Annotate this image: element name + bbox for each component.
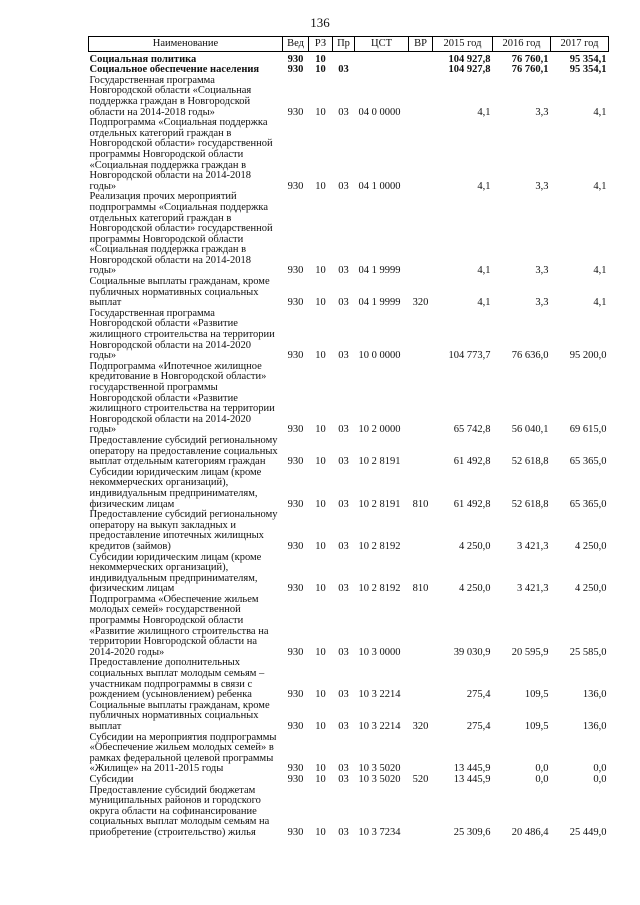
row-rz: 10: [315, 350, 326, 362]
row-2016: 76 636,0: [511, 350, 549, 362]
row-cst: 10 3 5020: [358, 763, 401, 775]
row-2016: 3,3: [535, 180, 549, 192]
row-pr: 03: [338, 106, 349, 118]
row-vr: 810: [412, 583, 429, 595]
table-body: [89, 51, 609, 838]
row-2017: 136,0: [582, 689, 607, 701]
row-name: Государственная программа Новгородской области «Социальная поддержка граждан в Новгородской области на 2014-2018 годы»: [89, 74, 252, 118]
row-rz: 10: [315, 297, 326, 309]
row-2016: 56 040,1: [511, 424, 549, 436]
row-name: Подпрограмма «Социальная поддержка отдельных категорий граждан в Новгородской области» государственной программы Новгородской области «Социальная поддержка граждан в Новгородской области на 2014-2018 годы»: [89, 117, 273, 192]
row-2016: 76 760,1: [511, 64, 549, 76]
row-2016: 52 618,8: [511, 456, 549, 468]
row-rz: 10: [315, 106, 326, 118]
row-2017: 0,0: [593, 763, 607, 775]
row-pr: 03: [338, 763, 349, 775]
row-cst: 10 2 8192: [358, 583, 401, 595]
page-number: 136: [310, 15, 330, 30]
row-pr: 03: [338, 64, 349, 76]
row-2017: 25 449,0: [569, 826, 607, 838]
row-name: Социальное обеспечение населения: [89, 64, 260, 76]
row-ved: 930: [287, 180, 304, 192]
row-ved: 930: [287, 64, 304, 76]
row-cst: 10 3 2214: [358, 689, 401, 701]
row-name: Подпрограмма «Обеспечение жильем молодых семей» государственной программы Новгородской области «Развитие жилищного строительства на территории Новгородской области на 2014-2020 годы»: [89, 593, 269, 658]
row-pr: 03: [338, 297, 349, 309]
row-pr: 03: [338, 498, 349, 510]
row-2017: 95 354,1: [569, 53, 607, 65]
row-pr: 03: [338, 456, 349, 468]
row-2017: 4 250,0: [575, 540, 607, 552]
header-name: Наименование: [89, 37, 283, 52]
row-2017: 136,0: [582, 721, 607, 732]
row-2015: 25 309,6: [453, 826, 491, 838]
row-rz: 10: [315, 265, 326, 277]
table-row: [89, 192, 609, 277]
row-cst: [355, 51, 409, 65]
row-vr: [409, 595, 433, 659]
row-ved: 930: [287, 721, 304, 732]
table-row: [89, 468, 609, 510]
row-2016: 20 595,9: [511, 646, 549, 658]
row-pr: 03: [338, 350, 349, 362]
row-name: Субсидии: [89, 773, 134, 785]
row-rz: 10: [315, 826, 326, 838]
row-name: Субсидии на мероприятия подпрограммы «Обеспечение жильем молодых семей» в рамках федеральной целевой программы «Жилище» на 2011-2015 годы: [89, 731, 277, 775]
row-cst: [355, 65, 409, 76]
table-row: [89, 76, 609, 118]
table-row: [89, 733, 609, 775]
header-rz: РЗ: [309, 37, 333, 52]
row-2017: 95 354,1: [569, 64, 607, 76]
row-pr: [333, 51, 355, 65]
row-vr: [409, 51, 433, 65]
row-ved: 930: [287, 350, 304, 362]
table-row: [89, 51, 609, 65]
table-row: [89, 658, 609, 700]
table-row: [89, 277, 609, 309]
header-vr: ВР: [409, 37, 433, 52]
row-2015: 104 927,8: [448, 64, 491, 76]
table-row: [89, 775, 609, 786]
row-ved: 930: [287, 826, 304, 838]
row-vr: 320: [412, 721, 429, 732]
row-2016: 3,3: [535, 265, 549, 277]
row-ved: 930: [287, 540, 304, 552]
row-rz: 10: [315, 540, 326, 552]
row-vr: [409, 309, 433, 362]
table-row: [89, 309, 609, 362]
row-rz: 10: [315, 721, 326, 732]
row-pr: 03: [338, 424, 349, 436]
row-2017: 69 615,0: [569, 424, 607, 436]
row-rz: 10: [315, 64, 326, 76]
row-rz: 10: [315, 498, 326, 510]
header-2017: 2017 год: [551, 37, 609, 52]
row-vr: [409, 118, 433, 192]
row-cst: 10 2 8191: [358, 498, 401, 510]
row-pr: 03: [338, 689, 349, 701]
row-2017: 65 365,0: [569, 498, 607, 510]
row-2017: 0,0: [593, 773, 607, 785]
row-vr: [409, 436, 433, 468]
row-pr: 03: [338, 180, 349, 192]
row-rz: 10: [315, 689, 326, 701]
row-name: Реализация прочих мероприятий подпрограммы «Социальная поддержка отдельных категорий граждан в Новгородской области» государственной программы Новгородской области «Социальная поддержка граждан в Новгородской области на 2014-2018 годы»: [89, 191, 273, 277]
table-row: [89, 436, 609, 468]
row-ved: 930: [287, 498, 304, 510]
row-pr: 03: [338, 646, 349, 658]
row-cst: 04 1 0000: [358, 180, 401, 192]
row-rz: 10: [315, 583, 326, 595]
row-2016: 3,3: [535, 106, 549, 118]
row-2016: 20 486,4: [511, 826, 549, 838]
row-2017: 4,1: [593, 297, 607, 309]
header-ved: Вед: [283, 37, 309, 52]
table-row: [89, 118, 609, 192]
row-vr: [409, 65, 433, 76]
row-2015: 4,1: [477, 180, 491, 192]
row-pr: 03: [338, 826, 349, 838]
row-ved: 930: [287, 689, 304, 701]
table-row: [89, 553, 609, 595]
row-vr: [409, 76, 433, 118]
row-2016: 0,0: [535, 763, 549, 775]
row-cst: 10 2 8191: [358, 456, 401, 468]
header-cst: ЦСТ: [355, 37, 409, 52]
row-cst: 10 3 5020: [358, 773, 401, 785]
budget-table: [88, 36, 609, 839]
row-ved: 930: [287, 456, 304, 468]
row-2017: 95 200,0: [569, 350, 607, 362]
table-row: [89, 701, 609, 733]
row-2016: 3,3: [535, 297, 549, 309]
row-cst: 10 3 7234: [358, 826, 401, 838]
row-ved: 930: [287, 646, 304, 658]
row-name: Подпрограмма «Ипотечное жилищное кредитование в Новгородской области» государственной программы Новгородской области «Развитие жилищного строительства на территории Новгородской области на 2014-2020 годы»: [89, 360, 275, 436]
row-vr: 520: [412, 773, 429, 785]
row-ved: 930: [287, 297, 304, 309]
row-2015: 13 445,9: [453, 773, 491, 785]
row-ved: 930: [287, 583, 304, 595]
row-vr: [409, 510, 433, 552]
row-2015: 4,1: [477, 265, 491, 277]
row-pr: 03: [338, 540, 349, 552]
row-2017: 4 250,0: [575, 583, 607, 595]
row-vr: [409, 733, 433, 775]
row-ved: 930: [287, 424, 304, 436]
row-cst: 04 0 0000: [358, 106, 401, 118]
row-2015: 13 445,9: [453, 763, 491, 775]
row-pr: 03: [338, 265, 349, 277]
row-cst: 10 2 0000: [358, 424, 401, 436]
row-2015: 4 250,0: [459, 583, 491, 595]
row-2017: 65 365,0: [569, 456, 607, 468]
row-2016: 0,0: [535, 773, 549, 785]
row-2015: 4,1: [477, 106, 491, 118]
row-cst: 10 3 0000: [358, 646, 401, 658]
row-2015: 4 250,0: [459, 540, 491, 552]
row-rz: 10: [315, 53, 326, 65]
row-name: Предоставление дополнительных социальных выплат молодым семьям – участникам подпрограммы в связи с рождением (усыновлением) ребенка: [89, 657, 265, 701]
row-rz: 10: [315, 773, 326, 785]
table-row: [89, 362, 609, 436]
row-name: Субсидии юридическим лицам (кроме некоммерческих организаций), индивидуальным предпринимателям, физическим лицам: [89, 466, 262, 510]
row-cst: 10 2 8192: [358, 540, 401, 552]
row-vr: 320: [412, 297, 429, 309]
row-2015: 104 773,7: [448, 350, 491, 362]
row-2016: 3 421,3: [517, 540, 549, 552]
row-2015: 61 492,8: [453, 498, 491, 510]
row-2015: 104 927,8: [448, 53, 491, 65]
row-2016: 3 421,3: [517, 583, 549, 595]
row-vr: 810: [412, 498, 429, 510]
row-name: Субсидии юридическим лицам (кроме некоммерческих организаций), индивидуальным предпринимателям, физическим лицам: [89, 551, 262, 595]
row-2015: 61 492,8: [453, 456, 491, 468]
row-ved: 930: [287, 763, 304, 775]
row-name: Социальные выплаты гражданам, кроме публичных нормативных социальных выплат: [89, 276, 270, 309]
row-pr: 03: [338, 583, 349, 595]
table-row: [89, 595, 609, 659]
row-2017: 4,1: [593, 265, 607, 277]
row-rz: 10: [315, 646, 326, 658]
row-vr: [409, 658, 433, 700]
row-vr: [409, 786, 433, 839]
row-2016: 76 760,1: [511, 53, 549, 65]
row-2016: 109,5: [524, 689, 549, 701]
row-rz: 10: [315, 424, 326, 436]
row-name: Предоставление субсидий бюджетам муниципальных районов и городского округа области на софинансирование социальных выплат молодым семьям на приобретение (строительство) жилья: [89, 784, 270, 838]
row-2016: 109,5: [524, 721, 549, 732]
table-row: [89, 786, 609, 839]
header-2015: 2015 год: [433, 37, 493, 52]
row-rz: 10: [315, 180, 326, 192]
row-name: Предоставление субсидий региональному оператору на выкуп закладных и предоставление ипотечных жилищных кредитов (займов): [89, 509, 278, 552]
row-name: Социальная политика: [89, 53, 197, 65]
row-cst: 04 1 9999: [358, 297, 401, 309]
row-2016: 52 618,8: [511, 498, 549, 510]
row-vr: [409, 362, 433, 436]
row-cst: 04 1 9999: [358, 265, 401, 277]
row-ved: 930: [287, 106, 304, 118]
row-2015: 65 742,8: [453, 424, 491, 436]
row-cst: 10 0 0000: [358, 350, 401, 362]
row-2015: 275,4: [466, 721, 491, 732]
row-ved: 930: [287, 53, 304, 65]
row-pr: 03: [338, 773, 349, 785]
row-rz: 10: [315, 456, 326, 468]
row-cst: 10 3 2214: [358, 721, 401, 732]
row-vr: [409, 192, 433, 277]
row-2015: 275,4: [466, 689, 491, 701]
row-pr: 03: [338, 721, 349, 732]
row-ved: 930: [287, 265, 304, 277]
row-2015: 4,1: [477, 297, 491, 309]
row-2015: 39 030,9: [453, 646, 491, 658]
row-name: Социальные выплаты гражданам, кроме публичных нормативных социальных выплат: [89, 699, 270, 732]
row-ved: 930: [287, 773, 304, 785]
row-rz: 10: [315, 763, 326, 775]
row-2017: 25 585,0: [569, 646, 607, 658]
header-2016: 2016 год: [493, 37, 551, 52]
table-header-row: [89, 37, 609, 52]
row-name: Предоставление субсидий региональному оператору на предоставление социальных выплат отдельным категориям граждан: [89, 434, 278, 468]
row-2017: 4,1: [593, 106, 607, 118]
table-row: [89, 510, 609, 552]
row-2017: 4,1: [593, 180, 607, 192]
row-name: Государственная программа Новгородской области «Развитие жилищного строительства на территории Новгородской области на 2014-2020 годы»: [89, 307, 275, 362]
header-pr: Пр: [333, 37, 355, 52]
